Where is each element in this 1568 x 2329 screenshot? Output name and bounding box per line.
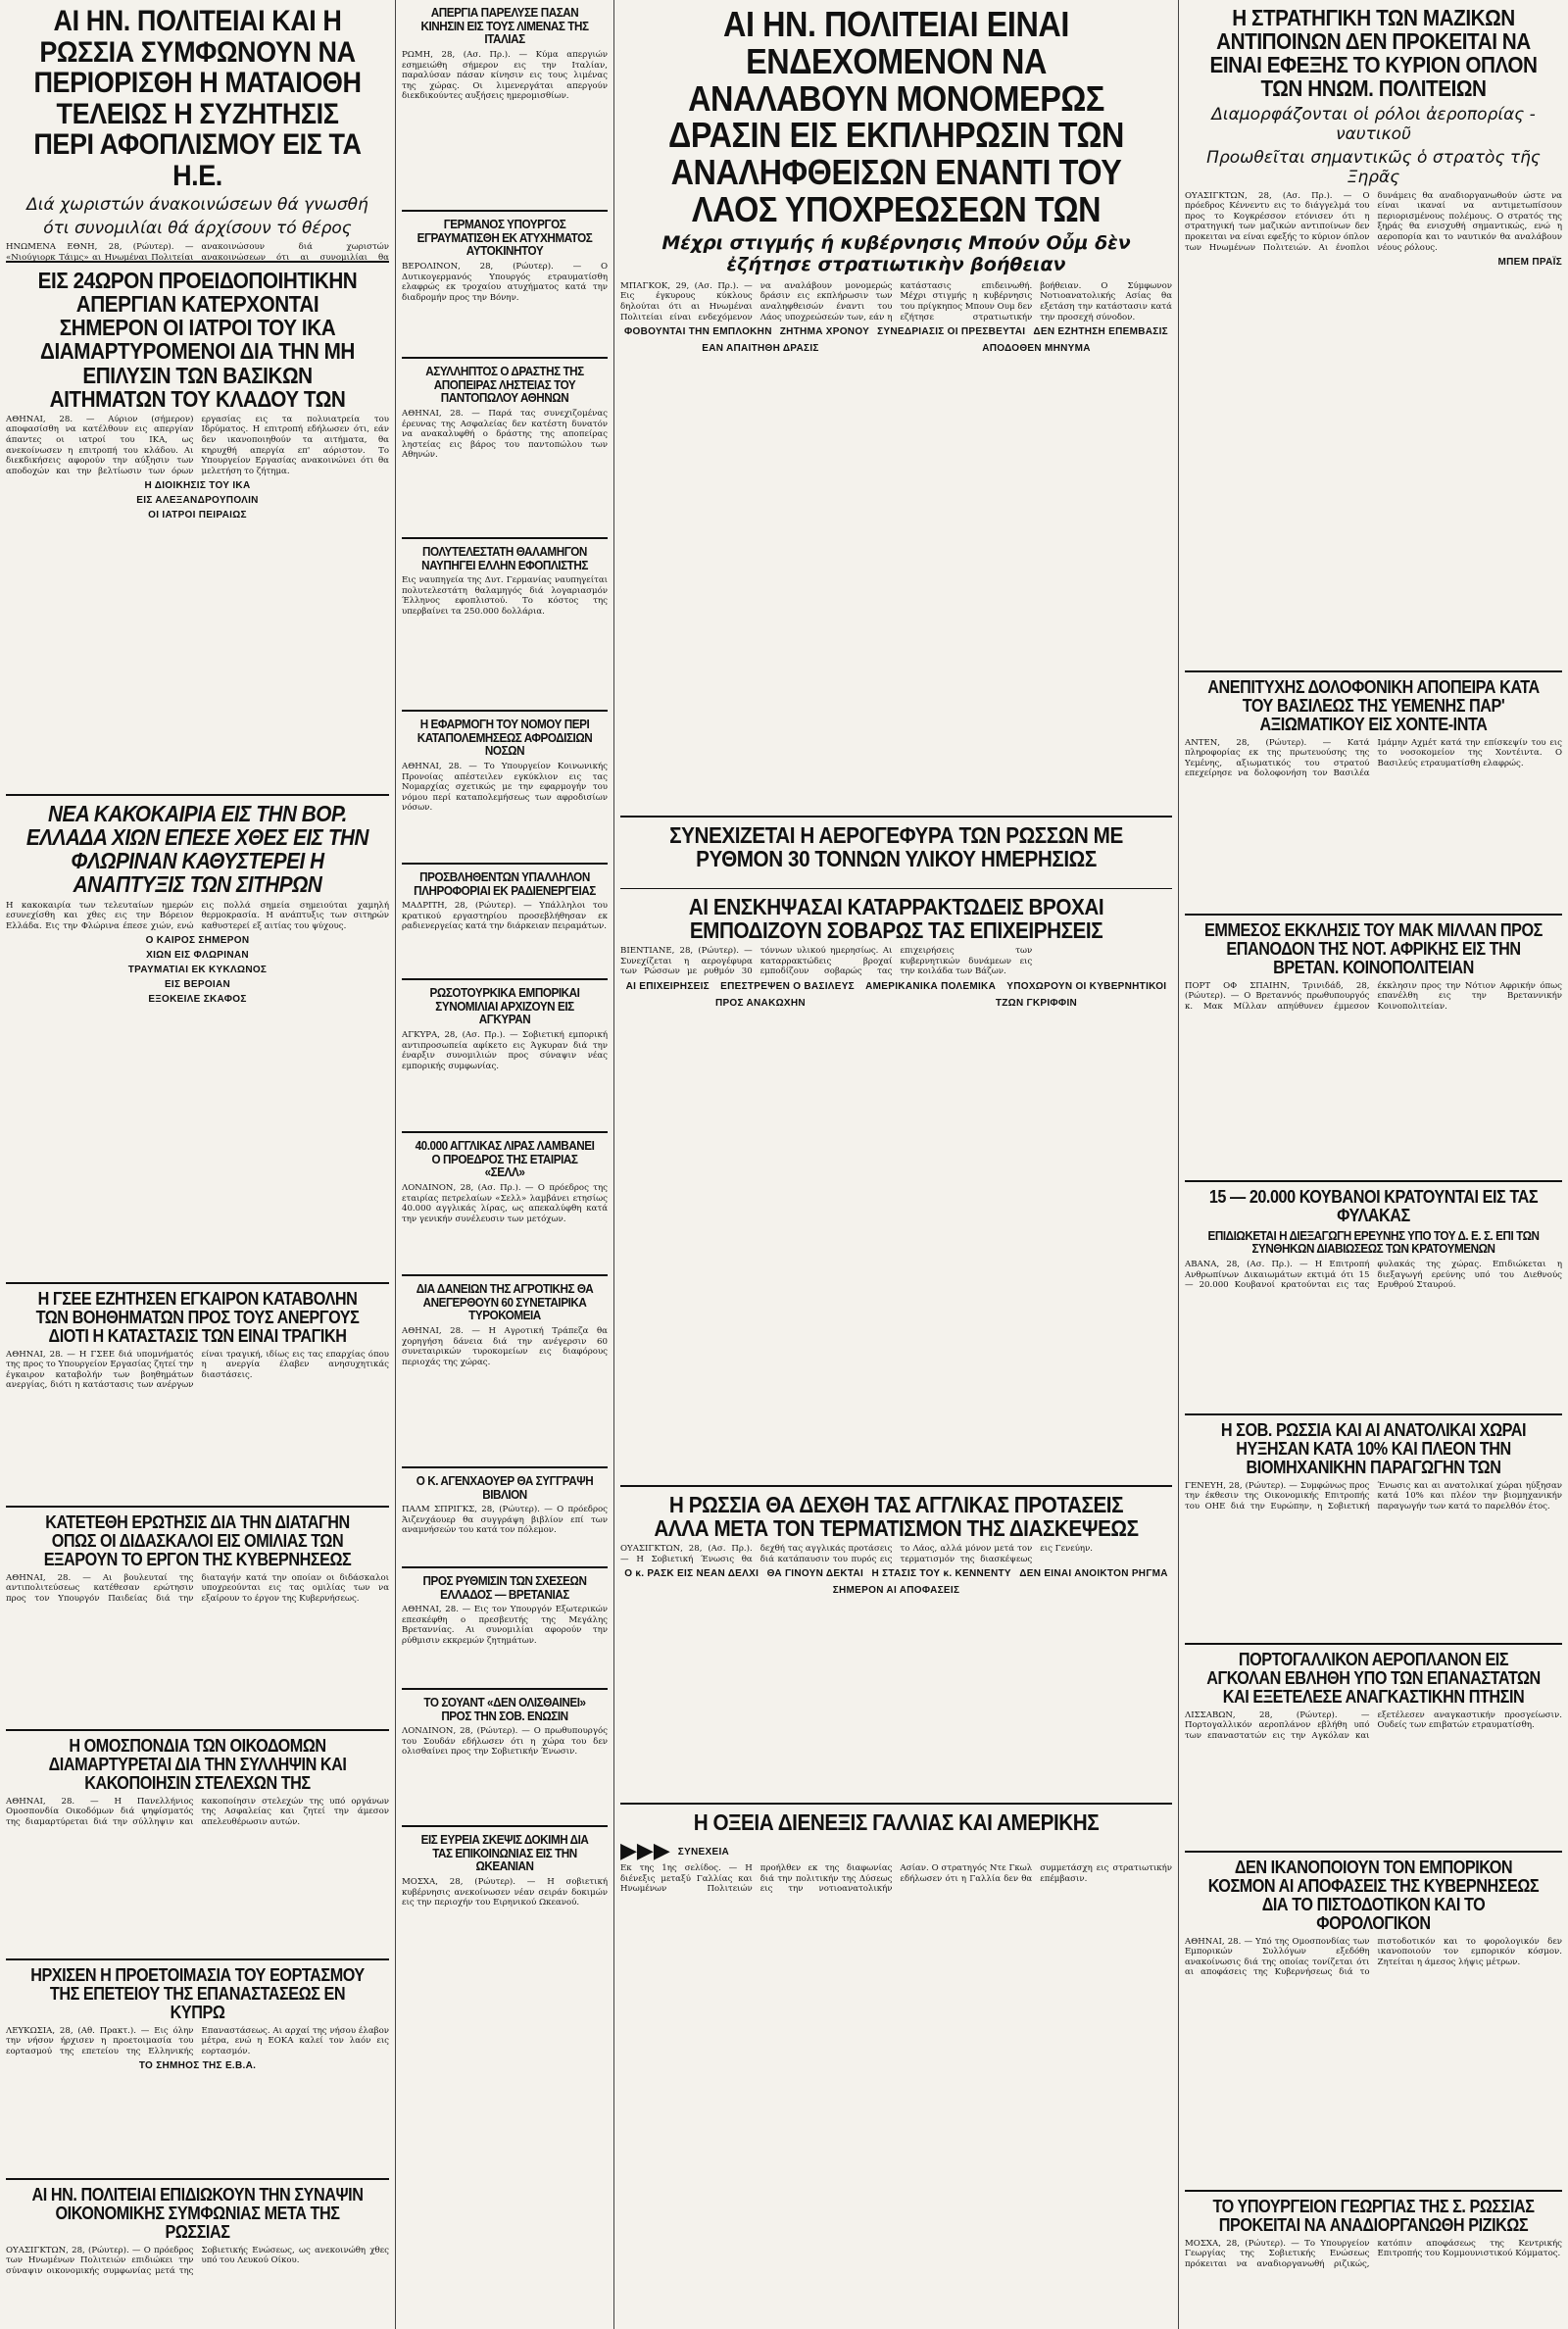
article-body: ΛΕΥΚΩΣΙΑ, 28, (Αθ. Πρακτ.). — Εις όλην την νήσον ήρχισεν η προετοιμασία του εορτασμού της επετείου της Ελληνικής Επαναστάσεως. Αι αρχαί της νήσου έλαβον μέτρα, ενώ η ΕΟΚΑ καλεί τον λαόν εις εορτασμόν. [6, 2025, 389, 2056]
subheadline: Μέχρι στιγμής ή κυβέρνησις Μπούν Οὖμ δὲν ἐζήτησε στρατιωτικὴν βοήθειαν [662, 231, 1131, 275]
headline: Η ΣΟΒ. ΡΩΣΣΙΑ ΚΑΙ ΑΙ ΑΝΑΤΟΛΙΚΑΙ ΧΩΡΑΙ ΗΥΞΗΣΑΝ ΚΑΤΑ 10% ΚΑΙ ΠΛΕΟΝ ΤΗΝ ΒΙΟΜΗΧΑΝΙΚΗΝ ΠΑΡΑΓΩΓΗΝ ΤΩΝ [1220, 1420, 1527, 1477]
headline: ΑΙ ΗΝ. ΠΟΛΙΤΕΙΑΙ ΕΙΝΑΙ ΕΝΔΕΧΟΜΕΝΟΝ ΝΑ ΑΝΑΛΑΒΟΥΝ ΜΟΝΟΜΕΡΩΣ ΔΡΑΣΙΝ ΕΙΣ ΕΚΠΛΗΡΩΣΙΝ ΤΩΝ ΑΝΑΛΗΦΘΕΙΣΩΝ ΕΝΑΝΤΙ ΤΟΥ ΛΑΟΣ ΥΠΟΧΡΕΩΣΕΩΝ ΤΩΝ [668, 4, 1124, 229]
subheadline: Διά χωριστών άνακοινώσεων θά γνωσθή [26, 195, 368, 215]
article-body: ΒΙΕΝΤΙΑΝΕ, 28, (Ρώυτερ). — Συνεχίζεται η αερογέφυρα των Ρώσσων με ρυθμόν 30 τόννων υλικού ημερησίως. Αι καταρρακτώδεις βροχαί εμποδίζουν σοβαρώς τας επιχειρήσεις των κυβερνητικών δυνάμεων εις την κοιλάδα των Βάζων. [620, 946, 1033, 977]
article-ika-doctors-strike [6, 263, 389, 796]
article-body: Η κακοκαιρία των τελευταίων ημερών εσυνεχίσθη και χθες εις την Βόρειον Ελλάδα. Εις την Φλώρινα έπεσε χιών, ενώ εις πολλά σημεία σημειούται χαμηλή θερμοκρασία. Η ανάπτυξις των σιτηρών καθυστερεί εξ αιτίας του ψύχους. [6, 900, 389, 931]
article-body: Εις ναυπηγεία της Δυτ. Γερμανίας ναυπηγείται πολυτελεστάτη θαλαμηγός διά λογαριασμόν Έλληνος εφοπλιστού. Το κόστος της υπερβαίνει τα 250.000 δολλάρια. [402, 575, 608, 618]
section-subhead: ΦΟΒΟΥΝΤΑΙ ΤΗΝ ΕΜΠΛΟΚΗΝ [623, 326, 772, 338]
headline: ΤΟ ΣΟΥΑΝΤ «ΔΕΝ ΟΛΙΣΘΑΙΝΕΙ» ΠΡΟΣ ΤΗΝ ΣΟΒ. ΕΝΩΣΙΝ [423, 1695, 586, 1723]
article-body: ΒΕΡΟΛΙΝΟΝ, 28, (Ρώυτερ). — Ο Δυτικογερμανός Υπουργός ετραυματίσθη ελαφρώς εκ τροχαίου ατυχήματος κατά την διαδρομήν προς την Βόνην. [402, 261, 608, 303]
section-subhead: ΤΡΑΥΜΑΤΙΑΙ ΕΚ ΚΥΚΛΩΝΟΣ [127, 965, 268, 976]
headline: ΝΕΑ ΚΑΚΟΚΑΙΡΙΑ ΕΙΣ ΤΗΝ ΒΟΡ. ΕΛΛΑΔΑ ΧΙΩΝ ΕΠΕΣΕ ΧΘΕΣ ΕΙΣ ΤΗΝ ΦΛΩΡΙΝΑΝ ΚΑΘΥΣΤΕΡΕΙ Η ΑΝΑΠΤΥΞΙΣ ΤΩΝ ΣΙΤΗΡΩΝ [25, 801, 369, 898]
article-yemen-king-attempt [1185, 672, 1562, 916]
article-body: ΟΥΑΣΙΓΚΤΩΝ, 28, (Ρώυτερ). — Ο πρόεδρος των Ηνωμένων Πολιτειών επιδιώκει την σύναψιν οικονομικής συμφωνίας μετά της Σοβιετικής Ενώσεως, ως ανεκοινώθη χθες υπό του Λευκού Οίκου. [6, 2245, 389, 2276]
headline: ΚΑΤΕΤΕΘΗ ΕΡΩΤΗΣΙΣ ΔΙΑ ΤΗΝ ΔΙΑΤΑΓΗΝ ΟΠΩΣ ΟΙ ΔΙΔΑΣΚΑΛΟΙ ΕΙΣ ΟΜΙΛΙΑΣ ΤΩΝ ΕΞΑΡΟΥΝ ΤΟ ΕΡΓΟΝ ΤΗΣ ΚΥΒΕΡΝΗΣΕΩΣ [43, 1512, 352, 1569]
article-france-america-dispute [620, 1805, 1172, 2318]
article-body: ΟΥΑΣΙΓΚΤΩΝ, 28, (Ασ. Πρ.). — Ο πρόεδρος Κέννεντυ εις το διάγγελμά του προς το Κογκρέσσον ετόνισεν ότι η στρατηγική των μαζικών αντιποίνων δεν προκειται να είναι εφεξής το κύριον όπλον των Ηνωμένων Πολιτειών. Αι ένοπλοι δυνάμεις θα αναδιοργανωθούν ώστε να είναι ικαναί να αντιμετωπίσουν περιορισμένους πολέμους. Ο στρατός της ξηράς θα ενισχυθή σημαντικώς, ενώ η αεροπορία και το ναυτικόν θα αναλάβουν νέους ρόλους. [1185, 190, 1562, 253]
article-body: ΜΟΣΧΑ, 28, (Ρώυτερ). — Η σοβιετική κυβέρνησις ανεκοίνωσεν νέαν σειράν δοκιμών εις την περιοχήν του Ειρηνικού Ωκεανού. [402, 1876, 608, 1908]
article-body: Εκ της 1ης σελίδος. — Η διένεξις μεταξύ Γαλλίας και Ηνωμένων Πολιτειών προήλθεν εκ της διαφωνίας διά την πολιτικήν της Δύσεως εις την νοτιοανατολικήν Ασίαν. Ο στρατηγός Ντε Γκωλ εδήλωσεν ότι η Γαλλία δεν θα συμμετάσχη εις στρατιωτικήν επέμβασιν. [620, 1863, 1172, 1895]
article-gsee-unemployed [6, 1284, 389, 1508]
article-cuban-prisoners [1185, 1182, 1562, 1415]
section-subhead: ΕΠΕΣΤΡΕΨΕΝ Ο ΒΑΣΙΛΕΥΣ [720, 981, 855, 993]
article-body: ΛΟΝΔΙΝΟΝ, 28, (Ρώυτερ). — Ο πρωθυπουργός του Σουδάν εδήλωσεν ότι η χώρα του δεν ολισθαίνει προς την Σοβιετικήν Ένωσιν. [402, 1726, 608, 1758]
section-subhead: ΘΑ ΓΙΝΟΥΝ ΔΕΚΤΑΙ [766, 1568, 864, 1580]
article-us-laos-unilateral [620, 0, 1172, 818]
headline: ΠΡΟΣ ΡΥΘΜΙΣΙΝ ΤΩΝ ΣΧΕΣΕΩΝ ΕΛΛΑΔΟΣ — ΒΡΕΤΑΝΙΑΣ [422, 1573, 587, 1602]
article-body: ΑΘΗΝΑΙ, 28. — Αι βουλευταί της αντιπολιτεύσεως κατέθεσαν ερώτησιν προς τον Υπουργόν Παιδείας διά την διαταγήν κατά την οποίαν οι διδάσκαλοι υποχρεούνται εις τας ομιλίας των να εξαίρουν το έργον της Κυβερνήσεως. [6, 1572, 389, 1604]
section-subhead: Η ΔΙΟΙΚΗΣΙΣ ΤΟΥ ΙΚΑ [144, 480, 251, 492]
section-subhead: ΕΑΝ ΑΠΑΙΤΗΘΗ ΔΡΑΣΙΣ [702, 343, 819, 355]
section-subhead: ΑΠΟΔΟΘΕΝ ΜΗΝΥΜΑ [982, 343, 1091, 355]
article-bad-weather-north-greece [6, 796, 389, 1284]
article-cyprus-anniversary [6, 1960, 389, 2180]
section-subhead: ΔΕΝ ΕΖΗΤΗΣΗ ΕΠΕΜΒΑΣΙΣ [1033, 326, 1168, 338]
subheadline: Διαμορφάζονται οἱ ρόλοι ἀεροπορίας - ναυτικοῦ [1211, 104, 1536, 144]
article-soviet-industrial-output [1185, 1415, 1562, 1645]
article-us-russia-economic [6, 2180, 389, 2329]
article-body: ΡΩΜΗ, 28, (Ασ. Πρ.). — Κύμα απεργιών εσημειώθη σήμερον εις την Ιταλίαν, παραλύσαν πάσαν κίνησιν εις τους λιμένας της χώρας. Οι λιμενεργάται απεργούν διεκδικούντες αυξήσεις ημερομισθίων. [402, 49, 608, 102]
article-greece-britain [402, 1568, 608, 1690]
article-portuguese-plane-angola [1185, 1645, 1562, 1853]
headline: ΕΜΜΕΣΟΣ ΕΚΚΛΗΣΙΣ ΤΟΥ ΜΑΚ ΜΙΛΛΑΝ ΠΡΟΣ ΕΠΑΝΟΔΟΝ ΤΗΣ ΝΟΤ. ΑΦΡΙΚΗΣ ΕΙΣ ΤΗΝ ΒΡΕΤΑΝ. ΚΟΙΝΟΠΟΛΙΤΕΙΑΝ [1204, 920, 1543, 977]
column-1 [0, 0, 395, 2329]
article-body: ΑΘΗΝΑΙ, 28. — Η Πανελλήνιος Ομοσπονδία Οικοδόμων διά ψηφίσματός της διαμαρτύρεται διά την σύλληψιν και κακοποίησιν στελεχών της υπό οργάνων της Ασφαλείας και ζητεί την άμεσον απελευθέρωσιν αυτών. [6, 1796, 389, 1827]
article-body: ΟΥΑΣΙΓΚΤΩΝ, 28, (Ασ. Πρ.). — Η Σοβιετική Ένωσις θα δεχθή τας αγγλικάς προτάσεις διά κατάπαυσιν του πυρός εις το Λάος, αλλά μόνον μετά τον τερματισμόν της διασκέψεως εις Γενεύην. [620, 1544, 1094, 1564]
headline: ΑΠΕΡΓΙΑ ΠΑΡΕΛΥΣΕ ΠΑΣΑΝ ΚΙΝΗΣΙΝ ΕΙΣ ΤΟΥΣ ΛΙΜΕΝΑΣ ΤΗΣ ΙΤΑΛΙΑΣ [420, 5, 589, 47]
headline: Η ΕΦΑΡΜΟΓΗ ΤΟΥ ΝΟΜΟΥ ΠΕΡΙ ΚΑΤΑΠΟΛΕΜΗΣΕΩΣ ΑΦΡΟΔΙΣΙΩΝ ΝΟΣΩΝ [416, 717, 593, 759]
section-subhead: ΕΙΣ ΒΕΡΟΙΑΝ [164, 979, 231, 991]
article-venereal-law [402, 712, 608, 865]
section-subhead: ΑΜΕΡΙΚΑΝΙΚΑ ΠΟΛΕΜΙΚΑ [865, 981, 997, 993]
article-oceania-test [402, 1827, 608, 1958]
article-us-russia-disarmament [6, 0, 389, 263]
article-eisenhower-book [402, 1468, 608, 1568]
article-yacht [402, 539, 608, 712]
article-soviet-airlift [620, 818, 1172, 889]
article-body: ΑΘΗΝΑΙ, 28. — Υπό της Ομοσπονδίας των Εμπορικών Συλλόγων εξεδόθη ανακοίνωσις διά της οποίας τονίζεται ότι αι αποφάσεις της Κυβερνήσεως διά το πιστοδοτικόν και το φορολογικόν δεν ικανοποιούν τον εμπορικόν κόσμον. Ζητείται η άμεσος λήψις μέτρων. [1185, 1936, 1562, 1978]
section-subhead: ΧΙΩΝ ΕΙΣ ΦΛΩΡΙΝΑΝ [146, 950, 249, 962]
subheadline: Προωθεῖται σημαντικῶς ὁ στρατὸς τῆς Ξηρᾶς [1206, 147, 1541, 187]
section-subhead: ΤΟ ΣΗΜΗΟΣ ΤΗΣ Ε.Β.Α. [138, 2060, 257, 2072]
article-builders-federation [6, 1731, 389, 1960]
article-cheese-factories [402, 1276, 608, 1468]
article-soviet-agriculture-ministry [1185, 2192, 1562, 2329]
article-body: ΠΑΛΜ ΣΠΡΙΓΚΣ, 28, (Ρώυτερ). — Ο πρόεδρος Άιζενχάουερ θα συγγράψη βιβλίον επί των αναμνήσεών του κατά τον πόλεμον. [402, 1505, 608, 1536]
article-sudan [402, 1690, 608, 1827]
article-body: ΜΟΣΧΑ, 28, (Ρώυτερ). — Το Υπουργείον Γεωργίας της Σοβιετικής Ενώσεως πρόκειται να αναδιοργανωθή ριζικώς, κατόπιν αποφάσεως της Κεντρικής Επιτροπής του Κομμουνιστικού Κόμματος. [1185, 2238, 1562, 2269]
headline: ΔΙΑ ΔΑΝΕΙΩΝ ΤΗΣ ΑΓΡΟΤΙΚΗΣ ΘΑ ΑΝΕΓΕΡΘΟΥΝ 60 ΣΥΝΕΤΑΙΡΙΚΑ ΤΥΡΟΚΟΜΕΙΑ [416, 1281, 594, 1323]
headline: 15 — 20.000 ΚΟΥΒΑΝΟΙ ΚΡΑΤΟΥΝΤΑΙ ΕΙΣ ΤΑΣ ΦΥΛΑΚΑΣ [1208, 1187, 1539, 1225]
section-subhead: ΣΥΝΕΔΡΙΑΣΙΣ ΟΙ ΠΡΕΣΒΕΥΤΑΙ [877, 326, 1026, 338]
article-body: ΛΙΣΣΑΒΩΝ, 28, (Ρώυτερ). — Πορτογαλλικόν αεροπλάνον εβλήθη υπό των επαναστατών εις την Αγκόλαν και εξετέλεσεν αναγκαστικήν προσγείωσιν. Ουδείς των επιβατών ετραυματίσθη. [1185, 1710, 1562, 1741]
article-grocer-robbery [402, 359, 608, 539]
headline: ΑΝΕΠΙΤΥΧΗΣ ΔΟΛΟΦΟΝΙΚΗ ΑΠΟΠΕΙΡΑ ΚΑΤΑ ΤΟΥ ΒΑΣΙΛΕΩΣ ΤΗΣ ΥΕΜΕΝΗΣ ΠΑΡ' ΑΞΙΩΜΑΤΙΚΟΥ ΕΙΣ ΧΟΝΤΕ-ΙΝΤΑ [1207, 677, 1540, 734]
headline: ΑΙ ΗΝ. ΠΟΛΙΤΕΙΑΙ ΕΠΙΔΙΩΚΟΥΝ ΤΗΝ ΣΥΝΑΨΙΝ ΟΙΚΟΝΟΜΙΚΗΣ ΣΥΜΦΩΝΙΑΣ ΜΕΤΑ ΤΗΣ ΡΩΣΣΙΑΣ [31, 2185, 364, 2242]
headline: Η ΡΩΣΣΙΑ ΘΑ ΔΕΧΘΗ ΤΑΣ ΑΓΓΛΙΚΑΣ ΠΡΟΤΑΣΕΙΣ ΑΛΛΑ ΜΕΤΑ ΤΟΝ ΤΕΡΜΑΤΙΣΜΟΝ ΤΗΣ ΔΙΑΣΚΕΨΕΩΣ [654, 1492, 1139, 1542]
section-subhead: ΕΙΣ ΑΛΕΞΑΝΔΡΟΥΠΟΛΙΝ [136, 495, 259, 507]
article-body: ΠΟΡΤ ΟΦ ΣΠΑΙΗΝ, Τρινιδάδ, 28, (Ρώυτερ). — Ο Βρεταννός πρωθυπουργός κ. Μακ Μίλλαν απηύθυνεν έμμεσον έκκλησιν προς την Νότιον Αφρικήν όπως επανέλθη εις την Βρεταννικήν Κοινοπολιτείαν. [1185, 980, 1562, 1012]
article-body: ΑΒΑΝΑ, 28, (Ασ. Πρ.). — Η Επιτροπή Ανθρωπίνων Δικαιωμάτων εκτιμά ότι 15 — 20.000 Κουβανοί κρατούνται εις τας φυλακάς της χώρας. Επιδιώκεται η διεξαγωγή ερεύνης υπό του Διεθνούς Ερυθρού Σταυρού. [1185, 1260, 1562, 1291]
section-subhead: ΟΙ ΙΑΤΡΟΙ ΠΕΙΡΑΙΩΣ [148, 510, 247, 521]
headline: Ο Κ. ΑΓΕΝΧΑΟΥΕΡ ΘΑ ΣΥΓΓΡΑΨΗ ΒΙΒΛΙΟΝ [416, 1473, 594, 1502]
article-body: ΜΠΑΓΚΟΚ, 29, (Ασ. Πρ.). — Εις έγκυρους κύκλους δηλούται ότι αι Ηνωμέναι Πολιτείαι είναι ενδεχόμενον να αναλάβουν μονομερώς δράσιν εις εκπλήρωσιν των αναληφθεισών έναντι του Λάος υποχρεώσεών των, εάν η κατάστασις επιδεινωθή. Μέχρι στιγμής η κυβέρνησις του πρίγκηπος Μπουν Ουμ δεν εζήτησε στρατιωτικήν βοήθειαν. Ο Σύμφωνον Νοτιοανατολικής Ασίας θα εξετάση την κατάστασιν κατά την προσεχή σύνοδον. [620, 280, 1172, 322]
headline: Η ΓΣΕΕ ΕΖΗΤΗΣΕΝ ΕΓΚΑΙΡΟΝ ΚΑΤΑΒΟΛΗΝ ΤΩΝ ΒΟΗΘΗΜΑΤΩΝ ΠΡΟΣ ΤΟΥΣ ΑΝΕΡΓΟΥΣ ΔΙΟΤΙ Η ΚΑΤΑΣΤΑΣΙΣ ΤΩΝ ΕΙΝΑΙ ΤΡΑΓΙΚΗ [35, 1289, 360, 1346]
article-body: ΓΕΝΕΥΗ, 28, (Ρώυτερ). — Συμφώνως προς την έκθεσιν της Οικονομικής Επιτροπής του ΟΗΕ διά την Ευρώπην, η Σοβιετική Ένωσις και αι ανατολικαί χώραι ηύξησαν κατά 10% και πλέον την βιομηχανικήν παραγωγήν των κατά το παρελθόν έτος. [1185, 1480, 1562, 1511]
section-subhead: ΔΕΝ ΕΙΝΑΙ ΑΝΟΙΚΤΟΝ ΡΗΓΜΑ [1019, 1568, 1168, 1580]
column-2 [396, 0, 613, 2329]
article-body: ΑΘΗΝΑΙ, 28. — Η Αγροτική Τράπεζα θα χορηγήση δάνεια διά την ανέγερσιν 60 συνεταιρικών τυροκομείων εις διαφόρους περιοχάς της χώρας. [402, 1325, 608, 1367]
section-subhead: ΕΞΟΚΕΙΛΕ ΣΚΑΦΟΣ [148, 994, 247, 1006]
article-german-minister-accident [402, 212, 608, 359]
headline: 40.000 ΑΓΓΛΙΚΑΣ ΛΙΡΑΣ ΛΑΜΒΑΝΕΙ Ο ΠΡΟΕΔΡΟΣ ΤΗΣ ΕΤΑΙΡΙΑΣ «ΣΕΛΛ» [415, 1138, 595, 1180]
headline: ΑΙ ΕΝΣΚΗΨΑΣΑΙ ΚΑΤΑΡΡΑΚΤΩΔΕΙΣ ΒΡΟΧΑΙ ΕΜΠΟΔΙΖΟΥΝ ΣΟΒΑΡΩΣ ΤΑΣ ΕΠΙΧΕΙΡΗΣΕΙΣ [688, 894, 1104, 944]
column-4 [1179, 0, 1568, 2329]
article-body: ΑΘΗΝΑΙ, 28. — Παρά τας συνεχιζομένας έρευνας της Ασφαλείας δεν κατέστη δυνατόν να ανακαλυφθή ο δράστης της αποπείρας ληστείας εις βάρος του παντοπώλου των Αθηνών. [402, 408, 608, 461]
article-body: ΑΝΤΕΝ, 28, (Ρώυτερ). — Κατά πληροφορίας εκ της πρωτευούσης της Υεμένης, αξιωματικός του στρατού επεχείρησε να δολοφονήση τον Βασιλέα Ιμάμην Αχμέτ κατά την επίσκεψίν του εις το νοσοκομείον της Χοντέιντα. Ο Βασιλεύς ετραυματίσθη ελαφρώς. [1185, 737, 1562, 779]
continuation-label: ΣΥΝΕΧΕΙΑ [677, 1846, 730, 1858]
article-body: ΗΝΩΜΕΝΑ ΕΘΝΗ, 28, (Ρώυτερ). — «Νιούγιορκ Τάιμς» αι Ηνωμέναι Πολιτείαι ανακοινώσουν διά χωριστών ανακοινώσεων ότι αι συνομιλίαι θα [6, 242, 389, 263]
article-body: ΑΘΗΝΑΙ, 28. — Αύριον (σήμερον) αποφασίσθη να κατέλθουν εις απεργίαν άπαντες οι ιατροί του ΙΚΑ, ως ανεκοίνωσεν η επιτροπή του κλάδου. Αι διεκδικήσεις αφορούν την αύξησιν των αποδοχών και την βελτίωσιν των όρων εργασίας εις τα πολυιατρεία του Ιδρύματος. Η επιτροπή εδήλωσεν ότι, εάν δεν ικανοποιηθούν τα αιτήματα, θα κηρυχθή απεργία επ' αόριστον. Το Υπουργείον Εργασίας ανακοινώνει ότι θα μελετήση το ζήτημα. [6, 414, 389, 476]
section-subhead: ΖΗΤΗΜΑ ΧΡΟΝΟΥ [779, 326, 870, 338]
continuation-arrow-icon: ▶▶▶ [620, 1838, 670, 1864]
article-russo-turkish-talks [402, 980, 608, 1133]
article-body: ΛΟΝΔΙΝΟΝ, 28, (Ασ. Πρ.). — Ο πρόεδρος της εταιρίας πετρελαίων «Σελλ» λαμβάνει ετησίως 40.000 αγγλικάς λίρας, ως απεκαλύφθη κατά την γενικήν συνέλευσιν των μετόχων. [402, 1182, 608, 1224]
headline: Η ΣΤΡΑΤΗΓΙΚΗ ΤΩΝ ΜΑΖΙΚΩΝ ΑΝΤΙΠΟΙΝΩΝ ΔΕΝ ΠΡΟΚΕΙΤΑΙ ΝΑ ΕΙΝΑΙ ΕΦΕΞΗΣ ΤΟ ΚΥΡΙΟΝ ΟΠΛΟΝ ΤΩΝ ΗΝΩΜ. ΠΟΛΙΤΕΙΩΝ [1209, 5, 1538, 102]
headline: ΣΥΝΕΧΙΖΕΤΑΙ Η ΑΕΡΟΓΕΦΥΡΑ ΤΩΝ ΡΩΣΣΩΝ ΜΕ ΡΥΘΜΟΝ 30 ΤΟΝΝΩΝ ΥΛΙΚΟΥ ΗΜΕΡΗΣΙΩΣ [669, 822, 1123, 872]
headline: ΓΕΡΜΑΝΟΣ ΥΠΟΥΡΓΟΣ ΕΓΡΑΥΜΑΤΙΣΘΗ ΕΚ ΑΤΥΧΗΜΑΤΟΣ ΑΥΤΟΚΙΝΗΤΟΥ [416, 217, 593, 259]
headline: ΑΙ ΗΝ. ΠΟΛΙΤΕΙΑΙ ΚΑΙ Η ΡΩΣΣΙΑ ΣΥΜΦΩΝΟΥΝ ΝΑ ΠΕΡΙΟΡΙΣΘΗ Η ΜΑΤΑΙΟΘΗ ΤΕΛΕΙΩΣ Η ΣΥΖΗΤΗΣΙΣ ΠΕΡΙ ΑΦΟΠΛΙΣΜΟΥ ΕΙΣ ΤΑ Η.Ε. [33, 5, 362, 192]
article-teachers-question [6, 1508, 389, 1731]
headline: ΤΟ ΥΠΟΥΡΓΕΙΟΝ ΓΕΩΡΓΙΑΣ ΤΗΣ Σ. ΡΩΣΣΙΑΣ ΠΡΟΚΕΙΤΑΙ ΝΑ ΑΝΑΔΙΟΡΓΑΝΩΘΗ ΡΙΖΙΚΩΣ [1212, 2197, 1535, 2235]
section-subhead: Ο κ. ΡΑΣΚ ΕΙΣ ΝΕΑΝ ΔΕΛΧΙ [624, 1568, 760, 1580]
subheadline: ΕΠΙΔΙΩΚΕΤΑΙ Η ΔΙΕΞΑΓΩΓΗ ΕΡΕΥΝΗΣ ΥΠΟ ΤΟΥ Δ. Ε. Σ. ΕΠΙ ΤΩΝ ΣΥΝΘΗΚΩΝ ΔΙΑΒΙΩΣΕΩΣ ΤΩΝ ΚΡΑΤΟΥΜΕΝΩΝ [1207, 1227, 1540, 1257]
section-subhead: Ο ΚΑΙΡΟΣ ΣΗΜΕΡΟΝ [145, 935, 250, 947]
article-body: ΑΘΗΝΑΙ, 28. — Εις τον Υπουργόν Εξωτερικών επεσκέφθη ο πρεσβευτής της Μεγάλης Βρεταννίας. Αι συνομιλίαι αφορούν την ρύθμισιν εκκρεμών ζητημάτων. [402, 1605, 608, 1647]
headline: ΠΟΛΥΤΕΛΕΣΤΑΤΗ ΘΑΛΑΜΗΓΟΝ ΝΑΥΠΗΓΕΙ ΕΛΛΗΝ ΕΦΟΠΛΙΣΤΗΣ [421, 544, 588, 572]
article-massive-retaliation [1185, 0, 1562, 672]
subheadline: ότι συνομιλίαι θά άρχίσουν τό θέρος [43, 219, 352, 238]
headline: ΠΡΟΣΒΛΗΘΕΝΤΩΝ ΥΠΑΛΛΗΛΟΝ ΠΛΗΡΟΦΟΡΙΑΙ ΕΚ ΡΑΔΙΕΝΕΡΓΕΙΑΣ [414, 869, 596, 898]
section-subhead: ΑΙ ΕΠΙΧΕΙΡΗΣΕΙΣ [625, 981, 710, 993]
article-radiation [402, 865, 608, 980]
headline: ΔΕΝ ΙΚΑΝΟΠΟΙΟΥΝ ΤΟΝ ΕΜΠΟΡΙΚΟΝ ΚΟΣΜΟΝ ΑΙ ΑΠΟΦΑΣΕΙΣ ΤΗΣ ΚΥΒΕΡΝΗΣΕΩΣ ΔΙΑ ΤΟ ΠΙΣΤΟΔΟΤΙΚΟΝ ΚΑΙ ΤΟ ΦΟΡΟΛΟΓΙΚΟΝ [1207, 1858, 1540, 1933]
article-body: ΑΘΗΝΑΙ, 28. — Το Υπουργείον Κοινωνικής Προνοίας απέστειλεν εγκύκλιον εις τας Νομαρχίας σχετικώς με την εφαρμογήν του νόμου περί καταπολεμήσεως των αφροδισίων νόσων. [402, 761, 608, 814]
article-commerce-credit-tax [1185, 1853, 1562, 2192]
article-body: ΑΘΗΝΑΙ, 28. — Η ΓΣΕΕ διά υπομνήματός της προς το Υπουργείον Εργασίας ζητεί την έγκαιρον καταβολήν των βοηθημάτων ανεργίας, διότι η κατάστασις των ανέργων είναι τραγική, ιδίως εις τας επαρχίας όπου η ανεργία έλαβεν ανησυχητικάς διαστάσεις. [6, 1349, 389, 1391]
section-subhead: ΣΗΜΕΡΟΝ ΑΙ ΑΠΟΦΑΣΕΙΣ [832, 1585, 960, 1597]
section-subhead: Η ΣΤΑΣΙΣ ΤΟΥ κ. ΚΕΝΝΕΝΤΥ [871, 1568, 1011, 1580]
headline: ΕΙΣ 24ΩΡΟΝ ΠΡΟΕΙΔΟΠΟΙΗΤΙΚΗΝ ΑΠΕΡΓΙΑΝ ΚΑΤΕΡΧΟΝΤΑΙ ΣΗΜΕΡΟΝ ΟΙ ΙΑΤΡΟΙ ΤΟΥ ΙΚΑ ΔΙΑΜΑΡΤΥΡΟΜΕΝΟΙ ΔΙΑ ΤΗΝ ΜΗ ΕΠΙΛΥΣΙΝ ΤΩΝ ΒΑΣΙΚΩΝ ΑΙΤΗΜΑΤΩΝ ΤΟΥ ΚΛΑΔΟΥ ΤΩΝ [37, 268, 358, 412]
section-subhead: ΠΡΟΣ ΑΝΑΚΩΧΗΝ [714, 998, 806, 1010]
article-shell-chairman [402, 1133, 608, 1276]
headline: ΕΙΣ ΕΥΡΕΙΑ ΣΚΕΨΙΣ ΔΟΚΙΜΗ ΔΙΑ ΤΑΣ ΕΠΙΚΟΙΝΩΝΙΑΣ ΕΙΣ ΤΗΝ ΩΚΕΑΝΙΑΝ [420, 1832, 589, 1874]
section-subhead: ΥΠΟΧΩΡΟΥΝ ΟΙ ΚΥΒΕΡΝΗΤΙΚΟΙ [1006, 981, 1167, 993]
headline: ΠΟΡΤΟΓΑΛΛΙΚΟΝ ΑΕΡΟΠΛΑΝΟΝ ΕΙΣ ΑΓΚΟΛΑΝ ΕΒΛΗΘΗ ΥΠΟ ΤΩΝ ΕΠΑΝΑΣΤΑΤΩΝ ΚΑΙ ΕΞΕΤΕΛΕΣΕ ΑΝΑΓΚΑΣΤΙΚΗΝ ΠΤΗΣΙΝ [1206, 1650, 1541, 1707]
article-italy-ports-strike [402, 0, 608, 212]
article-macmillan-south-africa [1185, 916, 1562, 1182]
headline: ΡΩΣΟΤΟΥΡΚΙΚΑ ΕΜΠΟΡΙΚΑΙ ΣΥΝΟΜΙΛΙΑΙ ΑΡΧΙΖΟΥΝ ΕΙΣ ΑΓΚΥΡΑΝ [429, 985, 580, 1027]
headline: Η ΟΞΕΙΑ ΔΙΕΝΕΞΙΣ ΓΑΛΛΙΑΣ ΚΑΙ ΑΜΕΡΙΚΗΣ [693, 1809, 1100, 1835]
article-body: ΜΑΔΡΙΤΗ, 28, (Ρώυτερ). — Υπάλληλοι του κρατικού εργαστηρίου προσεβλήθησαν εκ ραδιενεργείας κατά την διάρκειαν πειραμάτων. [402, 901, 608, 932]
headline: Η ΟΜΟΣΠΟΝΔΙΑ ΤΩΝ ΟΙΚΟΔΟΜΩΝ ΔΙΑΜΑΡΤΥΡΕΤΑΙ ΔΙΑ ΤΗΝ ΣΥΛΛΗΨΙΝ ΚΑΙ ΚΑΚΟΠΟΙΗΣΙΝ ΣΤΕΛΕΧΩΝ ΤΗΣ [48, 1736, 347, 1793]
headline: ΗΡΧΙΣΕΝ Η ΠΡΟΕΤΟΙΜΑΣΙΑ ΤΟΥ ΕΟΡΤΑΣΜΟΥ ΤΗΣ ΕΠΕΤΕΙΟΥ ΤΗΣ ΕΠΑΝΑΣΤΑΣΕΩΣ ΕΝ ΚΥΠΡΩ [30, 1965, 365, 2022]
section-subhead: ΤΖΩΝ ΓΚΡΙΦΦΙΝ [995, 998, 1078, 1010]
column-3 [614, 0, 1178, 2329]
byline: ΜΠΕΜ ΠΡΑΪΣ [1497, 257, 1562, 269]
article-torrential-rains [620, 889, 1172, 1487]
article-russia-british-proposals [620, 1487, 1172, 1805]
article-body: ΑΓΚΥΡΑ, 28, (Ασ. Πρ.). — Σοβιετική εμπορική αντιπροσωπεία αφίκετο εις Άγκυραν διά την έναρξιν συνομιλιών προς σύναψιν νέας εμπορικής συμφωνίας. [402, 1029, 608, 1071]
headline: ΑΣΥΛΛΗΠΤΟΣ Ο ΔΡΑΣΤΗΣ ΤΗΣ ΑΠΟΠΕΙΡΑΣ ΛΗΣΤΕΙΑΣ ΤΟΥ ΠΑΝΤΟΠΩΛΟΥ ΑΘΗΝΩΝ [425, 364, 584, 406]
